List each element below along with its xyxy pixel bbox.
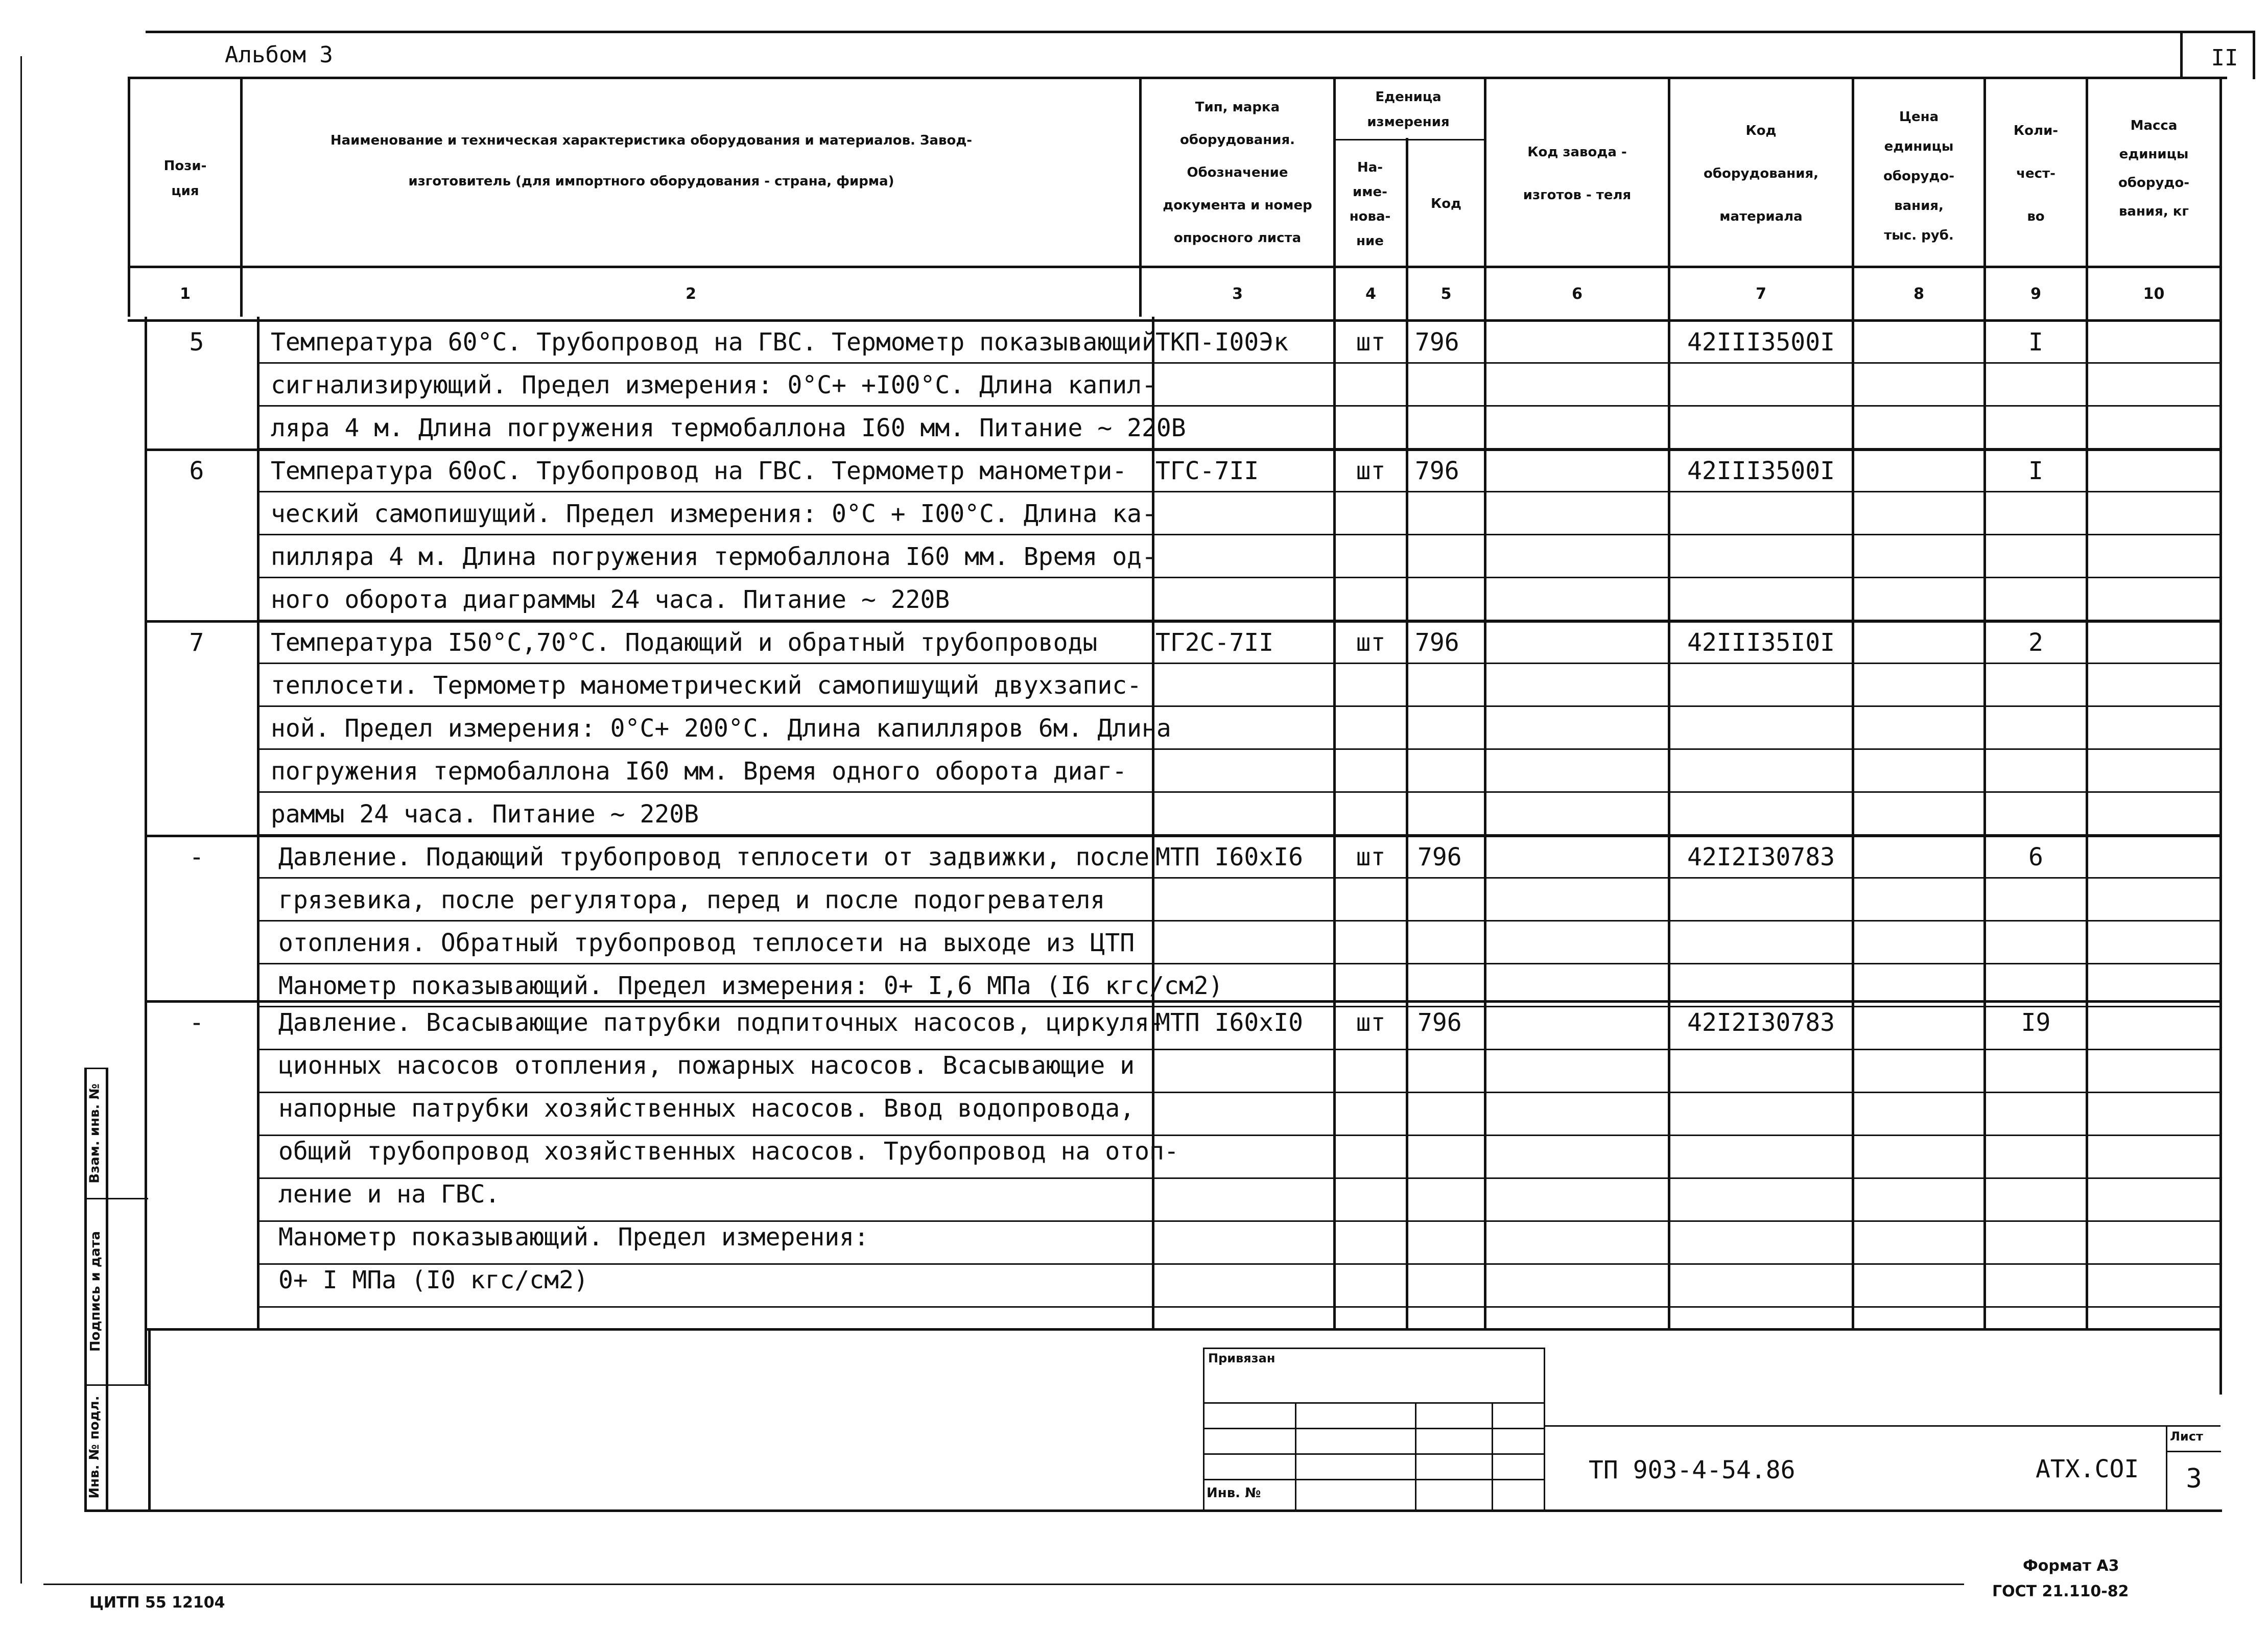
col-line-1b — [257, 317, 259, 1328]
stamp-sheet-number: 3 — [2186, 1463, 2202, 1494]
row-3-line-2: теплосети. Термометр манометрический самопишущий двухзапис- — [271, 671, 1142, 700]
row-3-line-1: Температура I50°С,70°С. Подающий и обратный трубопроводы — [271, 628, 1098, 657]
row-3-type: ТГ2С-7II — [1155, 628, 1274, 657]
row-3-line-3: ной. Предел измерения: 0°С+ 200°С. Длина капилляров 6м. Длина — [271, 714, 1171, 743]
frame-top — [146, 31, 2255, 33]
table-top-line — [128, 77, 2227, 79]
row-1-quantity: I — [2028, 328, 2043, 357]
row-5-line-5: ление и на ГВС. — [278, 1180, 500, 1209]
col-line-7 — [1852, 77, 1854, 1328]
row-4-position: - — [189, 843, 204, 871]
row-5-quantity: I9 — [2021, 1008, 2051, 1037]
stamp-doc-top — [1544, 1425, 2220, 1427]
row-2-position: 6 — [189, 457, 204, 485]
row-2-type: ТГС-7II — [1155, 457, 1259, 485]
row-2-unit-code: 796 — [1415, 457, 1459, 485]
row-1-type: ТКП-I00Эк — [1155, 328, 1289, 357]
stamp-doc-code: ТП 903-4-54.86 — [1589, 1456, 1796, 1484]
stamp-doc-mark: АТХ.СОI — [2036, 1455, 2139, 1483]
header-quantity: Коли- чест- во — [2013, 123, 2059, 224]
footer-gost: ГОСТ 21.110-82 — [1992, 1583, 2129, 1600]
row-5-line-2: ционных насосов отопления, пожарных насосов. Всасывающие и — [278, 1051, 1135, 1080]
row-3-unit-code: 796 — [1415, 628, 1459, 657]
col-num-9: 9 — [2030, 285, 2041, 303]
album-label: Альбом 3 — [225, 42, 333, 68]
row-5-line-3: напорные патрубки хозяйственных насосов. Ввод водопровода, — [278, 1094, 1135, 1123]
header-name: Наименование и техническая характеристика оборудования и материалов. Завод-изготовитель (для импортного оборудования - страна, фирма) — [330, 133, 973, 189]
row-rule — [257, 1306, 2219, 1308]
row-5-line-7: 0+ I МПа (I0 кгс/см2) — [278, 1266, 588, 1294]
header-unit-code: Код — [1430, 196, 1462, 212]
corner-box-right — [2253, 31, 2255, 79]
row-5-code: 42I2I30783 — [1687, 1008, 1835, 1037]
col-line-6 — [1668, 77, 1670, 1328]
row-4-quantity: 6 — [2028, 843, 2043, 871]
row-1-line-2: сигнализирующий. Предел измерения: 0°С+ +I00°С. Длина капил- — [271, 371, 1156, 399]
header-maker-code: Код завода - изготов - теля — [1523, 145, 1632, 203]
body-bottom-line — [145, 1328, 2221, 1331]
header-position: Пози- ция — [163, 158, 207, 199]
corner-box-left — [2180, 31, 2183, 79]
col-line-9 — [2086, 77, 2088, 1328]
row-1-line-1: Температура 60°С. Трубопровод на ГВС. Термометр показывающий — [271, 328, 1156, 357]
row-2-code: 42III3500I — [1687, 457, 1835, 485]
stamp-privyazan-line-4 — [1203, 1479, 1545, 1480]
side-label-signature-date: Подпись и дата — [88, 1231, 103, 1352]
footer-format: Формат А3 — [2023, 1557, 2119, 1575]
stamp-inv-label: Инв. № — [1207, 1485, 1261, 1501]
stamp-sheet-left — [2166, 1425, 2167, 1512]
col-line-0b — [145, 317, 147, 1384]
row-4-unit: шт — [1356, 843, 1386, 871]
unit-subheader-line — [1333, 139, 1485, 140]
row-2-line-3: пилляра 4 м. Длина погружения термобаллона I60 мм. Время од- — [271, 542, 1156, 571]
col-line-10 — [2219, 77, 2222, 1395]
col-line-2b — [1152, 317, 1154, 1328]
col-num-10: 10 — [2143, 285, 2165, 303]
header-price: Цена единицы оборудо- вания, тыс. руб. — [1883, 109, 1955, 243]
row-2-line-1: Температура 60оС. Трубопровод на ГВС. Термометр манометри- — [271, 457, 1127, 485]
row-2-unit: шт — [1356, 457, 1386, 485]
frame-left-outer — [20, 56, 22, 1584]
col-num-6: 6 — [1572, 285, 1582, 303]
row-4-line-3: отопления. Обратный трубопровод теплосети на выходе из ЦТП — [278, 929, 1135, 957]
col-num-7: 7 — [1756, 285, 1766, 303]
row-3-code: 42III35I0I — [1687, 628, 1835, 657]
row-1-unit: шт — [1356, 328, 1386, 357]
row-1-unit-code: 796 — [1415, 328, 1459, 357]
stamp-privyazan-left — [1203, 1348, 1204, 1511]
col-num-4: 4 — [1365, 285, 1376, 303]
stamp-privyazan-v-2 — [1415, 1402, 1416, 1511]
row-1-line-3: ляра 4 м. Длина погружения термобаллона I60 мм. Питание ~ 220В — [271, 414, 1186, 442]
row-1-position: 5 — [189, 328, 204, 357]
stamp-privyazan-label: Привязан — [1208, 1351, 1275, 1365]
row-2-line-2: ческий самопишущий. Предел измерения: 0°С + I00°С. Длина ка- — [271, 500, 1156, 528]
row-4-line-2: грязевика, после регулятора, перед и после подогревателя — [278, 886, 1105, 914]
col-line-8 — [1983, 77, 1986, 1328]
sheet-bottom-line — [84, 1509, 2222, 1512]
stamp-sheet-div — [2166, 1451, 2221, 1452]
row-3-line-5: раммы 24 часа. Питание ~ 220В — [271, 800, 699, 829]
stamp-privyazan-line-3 — [1203, 1453, 1545, 1455]
row-3-line-4: погружения термобаллона I60 мм. Время одного оборота диаг- — [271, 757, 1127, 786]
col-num-3: 3 — [1232, 285, 1243, 303]
footer-print-code: ЦИТП 55 12104 — [89, 1594, 225, 1612]
col-num-8: 8 — [1913, 285, 1924, 303]
stamp-privyazan-right — [1544, 1348, 1545, 1511]
stamp-privyazan-v-1 — [1295, 1402, 1296, 1511]
col-num-5: 5 — [1440, 285, 1452, 303]
stamp-privyazan-v-3 — [1492, 1402, 1493, 1511]
stamp-privyazan-line-1 — [1203, 1402, 1545, 1404]
row-5-line-1: Давление. Всасывающие патрубки подпиточных насосов, циркуля- — [278, 1008, 1164, 1037]
row-2-line-4: ного оборота диаграммы 24 часа. Питание ~ 220В — [271, 585, 950, 614]
frame-bottom-outer — [43, 1584, 1964, 1585]
corner-sheet-number: II — [2211, 45, 2238, 71]
row-2-quantity: I — [2028, 457, 2043, 485]
row-4-unit-code: 796 — [1418, 843, 1462, 871]
row-3-unit: шт — [1356, 628, 1386, 657]
side-label-replace-inv: Взам. инв. № — [87, 1083, 103, 1184]
row-5-position: - — [189, 1008, 204, 1037]
header-unit-name: На- име- нова- ние — [1349, 160, 1391, 249]
row-4-code: 42I2I30783 — [1687, 843, 1835, 871]
row-1-code: 42III3500I — [1687, 328, 1835, 357]
row-3-position: 7 — [189, 628, 204, 657]
stamp-privyazan-top — [1203, 1348, 1545, 1349]
row-4-line-4: Манометр показывающий. Предел измерения: 0+ I,6 МПа (I6 кгс/см2) — [278, 972, 1223, 1000]
col-num-1: 1 — [180, 285, 191, 303]
col-line-3 — [1333, 77, 1336, 1328]
row-5-line-6: Манометр показывающий. Предел измерения: — [278, 1223, 869, 1252]
stamp-sheet-label: Лист — [2170, 1429, 2203, 1444]
row-5-unit-code: 796 — [1418, 1008, 1462, 1037]
header-type: Тип, марка оборудования. Обозначение документа и номер опросного листа — [1163, 99, 1312, 246]
header-unit: Еденица измерения — [1367, 89, 1450, 130]
row-5-line-4: общий трубопровод хозяйственных насосов. Трубопровод на отоп- — [278, 1137, 1179, 1166]
header-mass: Масса единицы оборудо- вания, кг — [2118, 118, 2190, 219]
header-equipment-code: Код оборудования, материала — [1703, 123, 1819, 224]
row-5-unit: шт — [1356, 1008, 1386, 1037]
sheet-left-inner — [148, 1328, 151, 1512]
row-5-type: МТП I60xI0 — [1155, 1008, 1303, 1037]
row-3-quantity: 2 — [2028, 628, 2043, 657]
col-line-5 — [1484, 77, 1486, 1328]
row-rule — [257, 1177, 2219, 1179]
col-num-2: 2 — [686, 285, 696, 303]
row-4-type: МТП I60xI6 — [1155, 843, 1303, 871]
stamp-privyazan-line-2 — [1203, 1428, 1545, 1429]
row-4-line-1: Давление. Подающий трубопровод теплосети от задвижки, после — [278, 843, 1150, 871]
side-label-original-inv: Инв. № подл. — [87, 1396, 102, 1499]
